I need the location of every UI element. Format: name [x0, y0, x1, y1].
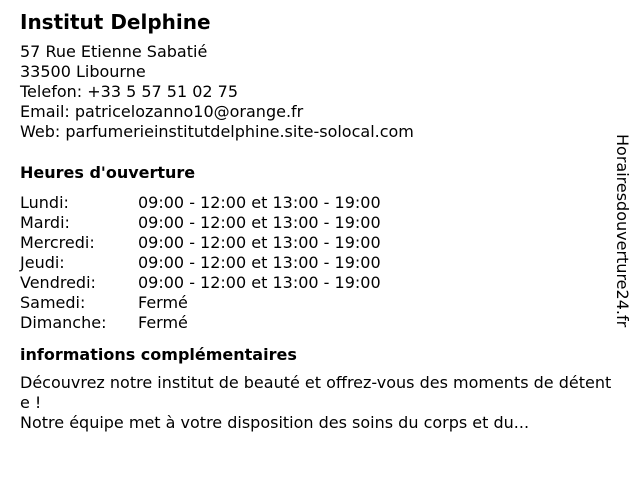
email-line[interactable]: Email: patricelozanno10@orange.fr — [20, 102, 304, 121]
day-label: Vendredi: — [20, 273, 96, 292]
phone-line[interactable]: Telefon: +33 5 57 51 02 75 — [20, 82, 239, 101]
day-label: Jeudi: — [20, 253, 65, 272]
business-name: Institut Delphine — [20, 10, 211, 34]
hours-row-dimanche — [20, 313, 618, 333]
day-label: Samedi: — [20, 293, 86, 312]
time-value: 09:00 - 12:00 et 13:00 - 19:00 — [138, 213, 381, 232]
business-card — [20, 10, 618, 433]
hours-row-samedi — [20, 293, 618, 313]
hours-heading: Heures d'ouverture — [20, 163, 196, 182]
day-label: Dimanche: — [20, 313, 107, 332]
hours-table — [20, 193, 618, 333]
hours-row-vendredi — [20, 273, 618, 293]
day-label: Mardi: — [20, 213, 70, 232]
hours-row-mardi — [20, 213, 618, 233]
info-description-continued: Notre équipe met à votre disposition des soins du corps et du... — [20, 413, 530, 432]
time-value: 09:00 - 12:00 et 13:00 - 19:00 — [138, 273, 381, 292]
day-label: Lundi: — [20, 193, 69, 212]
hours-row-mercredi — [20, 233, 618, 253]
hours-row-lundi — [20, 193, 618, 213]
address-line2: 33500 Libourne — [20, 62, 146, 81]
time-value: Fermé — [138, 293, 188, 312]
web-line[interactable]: Web: parfumerieinstitutdelphine.site-solocal.com — [20, 122, 414, 141]
time-value: Fermé — [138, 313, 188, 332]
time-value: 09:00 - 12:00 et 13:00 - 19:00 — [138, 253, 381, 272]
info-heading: informations complémentaires — [20, 345, 297, 364]
info-description: Découvrez notre institut de beauté et offrez-vous des moments de détente ! — [20, 373, 612, 412]
site-brand-vertical: Horairesdouverture24.fr — [613, 134, 632, 328]
time-value: 09:00 - 12:00 et 13:00 - 19:00 — [138, 193, 381, 212]
address-line1: 57 Rue Etienne Sabatié — [20, 42, 208, 61]
day-label: Mercredi: — [20, 233, 95, 252]
hours-row-jeudi — [20, 253, 618, 273]
time-value: 09:00 - 12:00 et 13:00 - 19:00 — [138, 233, 381, 252]
